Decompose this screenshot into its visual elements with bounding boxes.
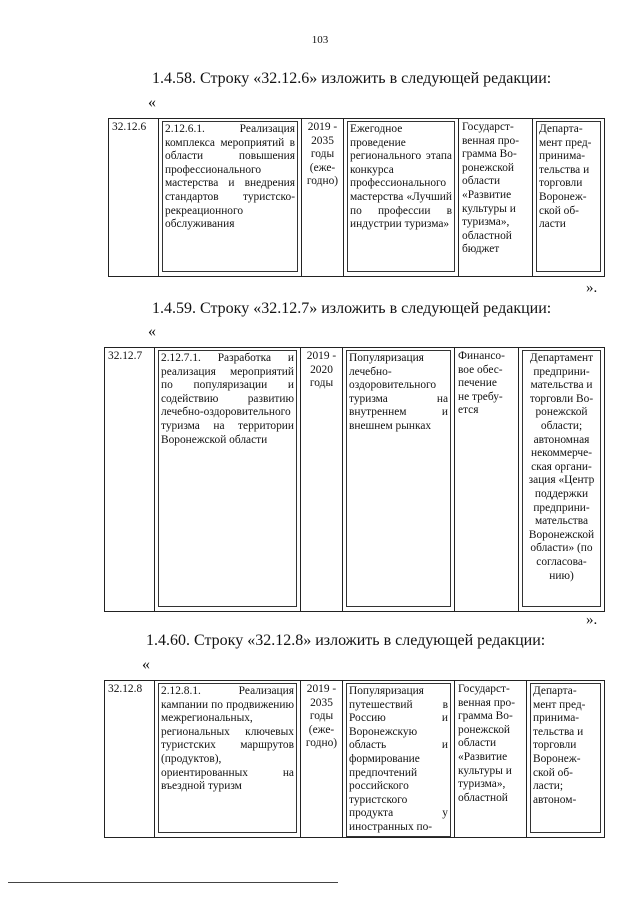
open-quote: « <box>148 323 156 340</box>
section-heading: 1.4.58. Строку «32.12.6» изложить в следующей редакции: <box>152 70 552 87</box>
section-heading: 1.4.60. Строку «32.12.8» изложить в следующей редакции: <box>146 632 546 649</box>
finance-cell: Государст- венная про- грамма Во- ронежской области «Развитие культуры и туризма», областной <box>455 681 527 838</box>
result-cell: Ежегодное проведение регионального этапа конкурса профессионального мастерства «Лучший по профессии в индустрии туризма» <box>344 119 459 277</box>
close-quote: ». <box>586 612 598 628</box>
code-cell: 32.12.7 <box>105 348 155 612</box>
item-cell: 2.12.7.1. Разработка и реализация мероприятий по популяризации и содействию развитию лечебно-оздоровительного туризма на территории Воронежской области <box>155 348 301 612</box>
plan-row-table <box>104 680 605 838</box>
period-cell: 2019 - 2035 годы (еже- годно) <box>302 119 344 277</box>
item-cell: 2.12.8.1. Реализация кампании по продвижению межрегиональных, региональных ключевых туристских маршрутов (продуктов), ориентированных на въездной туризм <box>155 681 301 838</box>
code-cell: 32.12.6 <box>109 119 159 277</box>
finance-cell: Финансо- вое обес- печение не требу- ется <box>455 348 519 612</box>
footer-rule <box>8 882 338 883</box>
page-number: 103 <box>311 34 329 46</box>
table-row <box>105 348 605 612</box>
result-cell: Популяризация путешествий в Россию и Воронежскую область и формирование предпочтений российского туристского продукта у иностранных по- <box>343 681 455 838</box>
close-quote: ». <box>586 280 598 296</box>
plan-row-table <box>108 118 605 277</box>
executor-cell: Департамент предприни- мательства и торговли Во- ронежской области; автономная некоммерче- ская органи- зация «Центр поддержки предприни- мательства Воронежской области» (по согласова- нию) <box>519 348 605 612</box>
table-row <box>105 681 605 838</box>
period-cell: 2019 - 2035 годы (еже- годно) <box>301 681 343 838</box>
item-cell: 2.12.6.1. Реализация комплекса мероприятий в области повышения профессионального мастерства и внедрения стандартов туристско-рекреационного обслуживания <box>159 119 302 277</box>
code-cell: 32.12.8 <box>105 681 155 838</box>
result-cell: Популяризация лечебно-оздоровительного туризма на внутреннем и внешнем рынках <box>343 348 455 612</box>
plan-row-table <box>104 347 605 612</box>
executor-cell: Департа- мент пред- принима- тельства и торговли Воронеж- ской об- ласти <box>533 119 605 277</box>
period-cell: 2019 - 2020 годы <box>301 348 343 612</box>
finance-cell: Государст- венная про- грамма Во- ронежской области «Развитие культуры и туризма», областной бюджет <box>459 119 533 277</box>
open-quote: « <box>148 94 156 111</box>
open-quote: « <box>142 656 150 673</box>
section-heading: 1.4.59. Строку «32.12.7» изложить в следующей редакции: <box>152 300 552 317</box>
executor-cell: Департа- мент пред- принима- тельства и торговли Воронеж- ской об- ласти; автоном- <box>527 681 605 838</box>
table-row <box>109 119 605 277</box>
